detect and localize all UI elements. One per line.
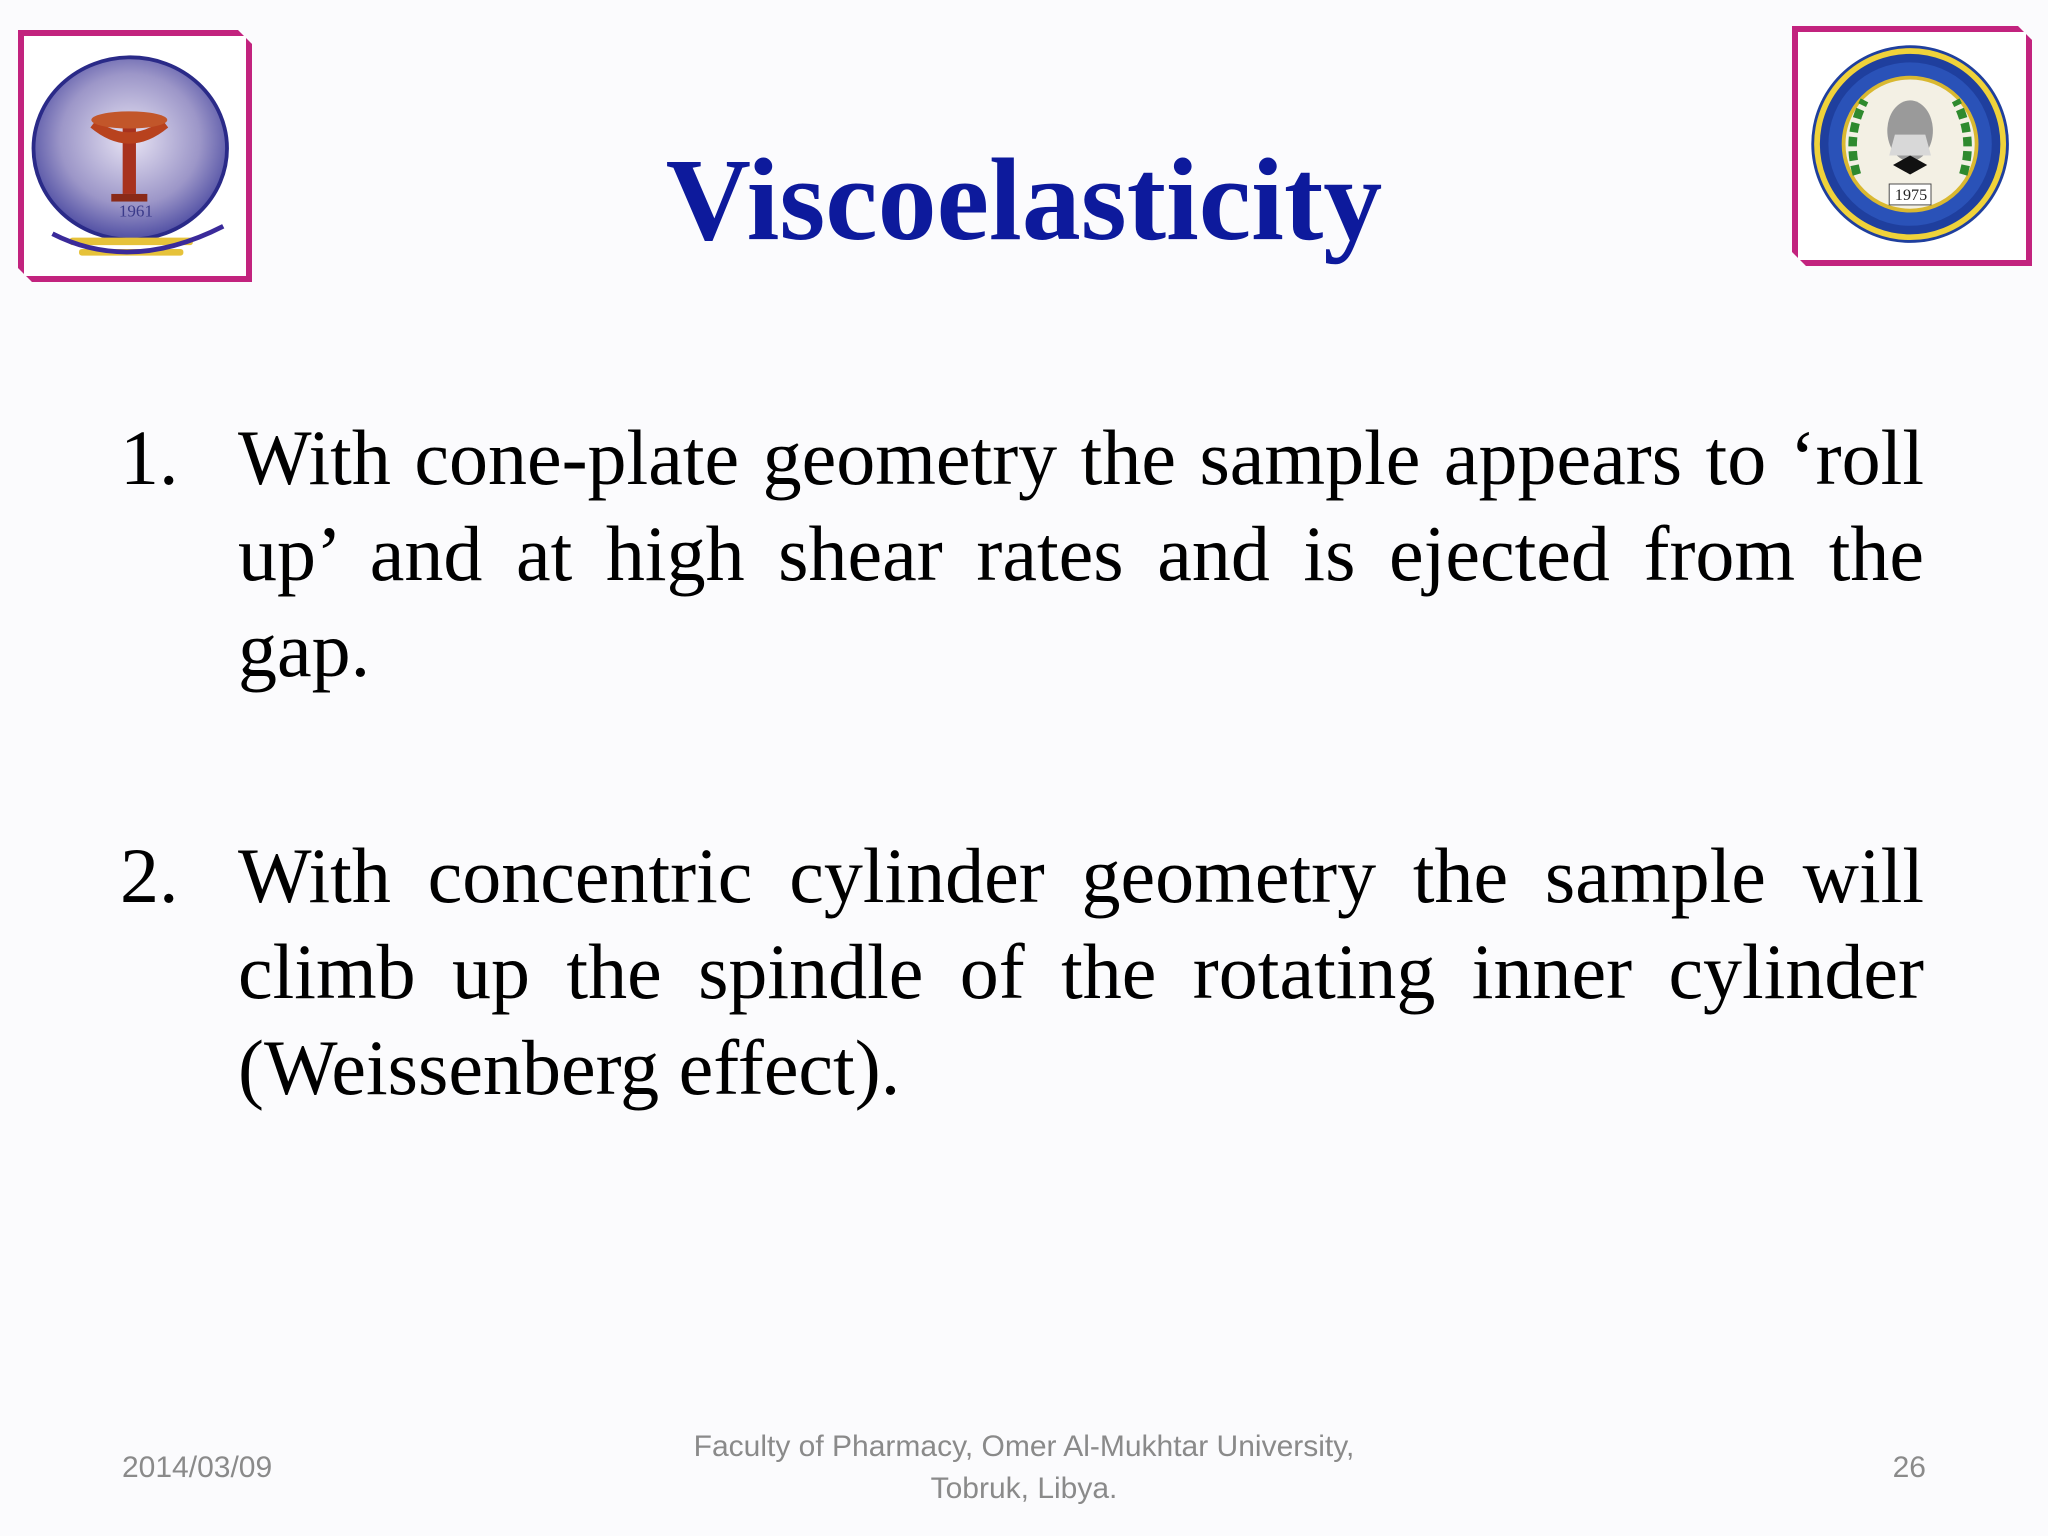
slide-content (120, 410, 1924, 1116)
list-item (120, 828, 1924, 1116)
footer-institution-line2: Tobruk, Libya. (930, 1472, 1118, 1505)
list-item (120, 410, 1924, 698)
list-item-text: With cone-plate geometry the sample appears to ‘roll up’ and at high shear rates and is ejected from the gap. (238, 414, 1924, 693)
list-item-number: 1. (120, 414, 179, 501)
slide-title: Viscoelasticity (665, 134, 1383, 265)
right-logo-year: 1975 (1894, 187, 1928, 205)
list-item-number: 2. (120, 832, 179, 919)
footer-institution (624, 1426, 1424, 1510)
left-logo-year: 1961 (118, 201, 153, 221)
footer-institution-line1: Faculty of Pharmacy, Omer Al-Mukhtar University, (693, 1430, 1355, 1463)
page-number: 26 (1892, 1451, 1926, 1484)
footer-date: 2014/03/09 (122, 1451, 273, 1484)
list-item-text: With concentric cylinder geometry the sample will climb up the spindle of the rotating inner cylinder (Weissenberg effect). (238, 832, 1924, 1111)
